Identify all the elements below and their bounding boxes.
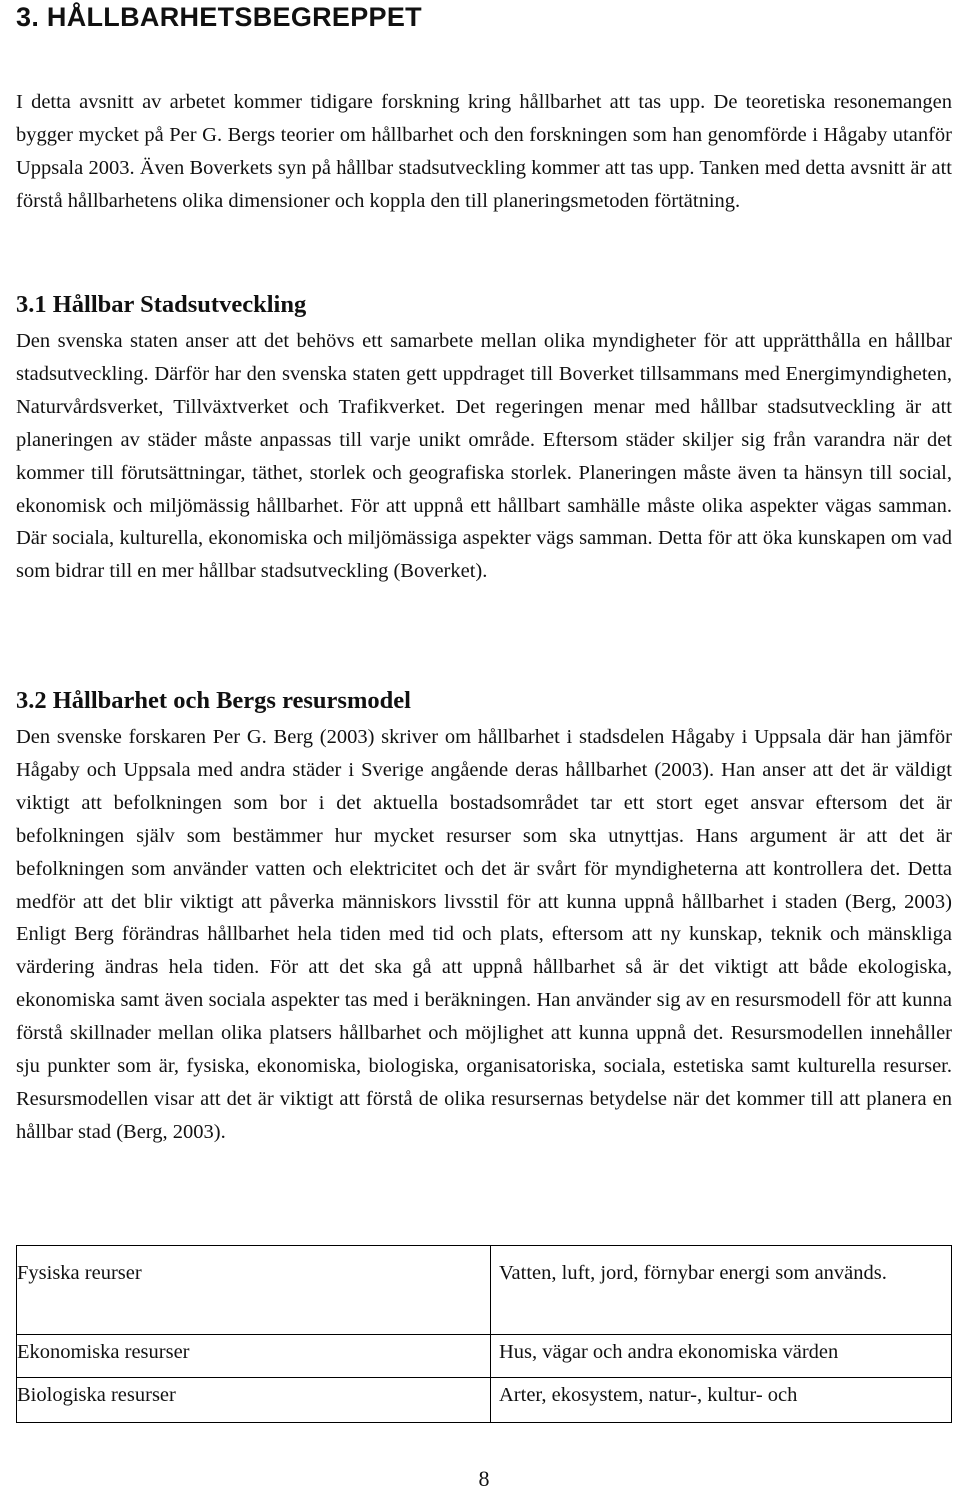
table-cell-description: Hus, vägar och andra ekonomiska värden: [491, 1335, 952, 1378]
table-cell-description: Vatten, luft, jord, förnybar energi som används.: [491, 1246, 952, 1335]
intro-paragraph: I detta avsnitt av arbetet kommer tidigare forskning kring hållbarhet att tas upp. De teoretiska resonemangen bygger mycket på Per G. Bergs teorier om hållbarhet och den forskningen som han genomförde i Hågaby utanför Uppsala 2003. Även Boverkets syn på hållbar stadsutveckling kommer att tas upp. Tanken med detta avsnitt är att förstå hållbarhetens olika dimensioner och koppla den till planeringsmetoden förtätning.: [16, 91, 952, 212]
table-cell-resource: Ekonomiska resurser: [17, 1335, 491, 1378]
table-cell-description: Arter, ekosystem, natur-, kultur- och: [491, 1378, 952, 1423]
table-cell-resource: Biologiska resurser: [17, 1378, 491, 1423]
table-row: [17, 1335, 952, 1378]
page-number: 8: [478, 1466, 490, 1491]
table-cell-resource: Fysiska reurser: [17, 1246, 491, 1335]
chapter-title: 3. HÅLLBARHETSBEGREPPET: [16, 2, 422, 32]
section-3-1-paragraph: Den svenska staten anser att det behövs ett samarbete mellan olika myndigheter för att upprätthålla en hållbar stadsutveckling. Därför har den svenska staten gett uppdraget till Boverket tillsammans med Energimyndigheten, Naturvårdsverket, Tillväxtverket och Trafikverket. Det regeringen menar med hållbar stadsutveckling är att planeringen av städer måste anpassas till varje unikt område. Eftersom städer skiljer sig från varandra när det kommer till förutsättningar, täthet, storlek och geografiska storlek. Planeringen måste även ta hänsyn till social, ekonomisk och miljömässig hållbarhet. För att uppnå ett hållbart samhälle måste olika aspekter vägas samman. Där sociala, kulturella, ekonomiska och miljömässiga aspekter vägs samman. Detta för att öka kunskapen om vad som bidrar till en mer hållbar stadsutveckling (Boverket).: [16, 330, 952, 583]
section-3-2-paragraph: Den svenske forskaren Per G. Berg (2003) skriver om hållbarhet i stadsdelen Hågaby i Uppsala där han jämför Hågaby och Uppsala med andra städer i Sverige angående deras hållbarhet (2003). Han anser att det är väldigt viktigt att befolkningen som bor i det aktuella bostadsområdet tar ett stort eget ansvar eftersom det är befolkningen själv som bestämmer hur mycket resurser som ska utnyttjas. Hans argument är att det är befolkningen som använder vatten och elektricitet och det är svårt för myndigheterna att kontrollera det. Detta medför att det blir viktigt att påverka människors livsstil för att kunna uppnå hållbarhet i staden (Berg, 2003) Enligt Berg förändras hållbarhet hela tiden med tid och plats, eftersom att ny kunskap, teknik och mänskliga värdering ändras hela tiden. För att det ska gå att uppnå hållbarhet så är det viktigt att både ekologiska, ekonomiska samt även sociala aspekter tas med i beräkningen. Han använder sig av en resursmodell för att kunna förstå skillnader mellan olika platsers hållbarhet och möjlighet att kunna uppnå det. Resursmodellen innehåller sju punkter som är, fysiska, ekonomiska, biologiska, organisatoriska, sociala, estetiska samt kulturella resurser. Resursmodellen visar att det är viktigt att förstå de olika resursernas betydelse när det kommer till att planera en hållbar stad (Berg, 2003).: [16, 726, 952, 1143]
resource-table: [16, 1245, 952, 1423]
section-heading-3-2: 3.2 Hållbarhet och Bergs resursmodel: [16, 687, 411, 714]
table-row: [17, 1378, 952, 1423]
section-heading-3-1: 3.1 Hållbar Stadsutveckling: [16, 291, 307, 318]
table-row: [17, 1246, 952, 1335]
